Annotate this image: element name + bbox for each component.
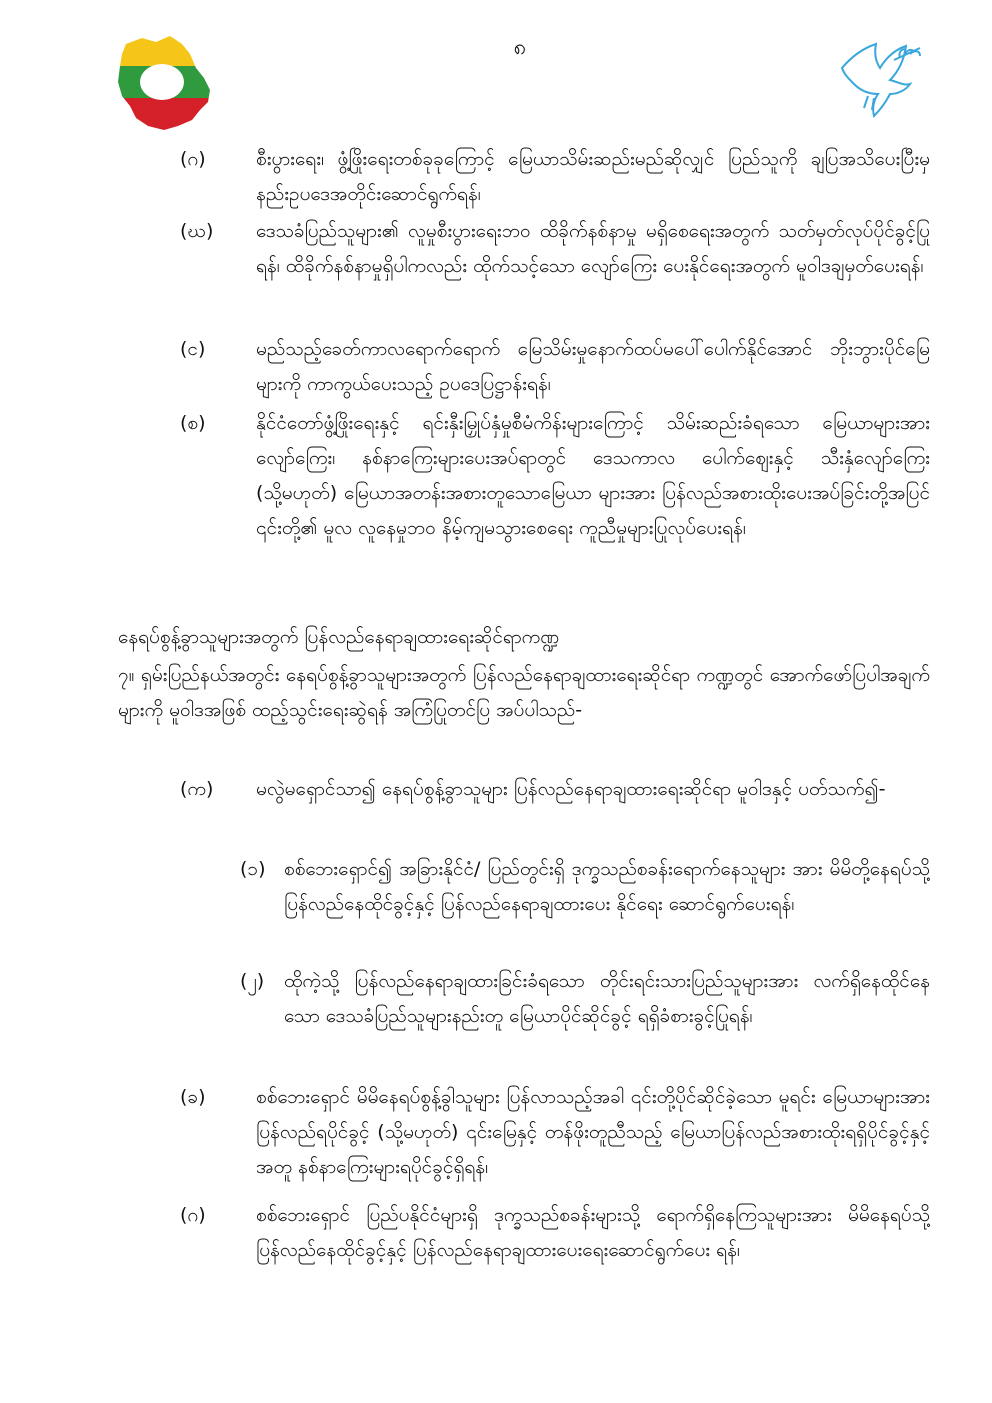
peace-dove-icon (834, 38, 930, 122)
item-text: ဒေသခံပြည်သူများ၏ လူမှုစီးပွားရေးဘဝ ထိခိုက်နစ်နာမှု မရှိစေရေးအတွက် သတ်မှတ်လုပ်ပိုင်ခွင့်ပြုရန်၊ ထိခိုက်နစ်နာမှုရှိပါကလည်း ထိုက်သင့်သော လျော်ကြေး ပေးနိုင်ရေးအတွက် မူဝါဒချမှတ်ပေးရန်၊ (256, 220, 930, 277)
sub-item-text: ထိုကဲ့သို့ ပြန်လည်နေရာချထားခြင်းခံရသော တိုင်းရင်းသားပြည်သူများအား လက်ရှိနေထိုင်နေသော ဒေသခံပြည်သူများနည်းတူ မြေယာပိုင်ဆိုင်ခွင့် ရရှိခံစားခွင့်ပြုရန်၊ (284, 970, 930, 1027)
item-label: (င) (180, 338, 206, 360)
item-text: စီးပွားရေး၊ ဖွံ့ဖြိုးရေးတစ်ခုခုကြောင့် မြေယာသိမ်းဆည်းမည်ဆိုလျှင် ပြည်သူကို ချပြအသိပေးပြီးမှ နည်းဥပဒေအတိုင်းဆောင်ရွက်ရန်၊ (256, 148, 930, 205)
item-text: စစ်ဘေးရှောင် မိမိနေရပ်စွန့်ခွါသူများ ပြန်လာသည့်အခါ ၎င်းတို့ပိုင်ဆိုင်ခဲ့သော မူရင်း မြေယာများအား ပြန်လည်ရပိုင်ခွင့် (သို့မဟုတ်) ၎င်းမြေနှင့် တန်ဖိုးတူညီသည့် မြေယာပြန်လည်အစားထိုးရရှိပိုင်ခွင့်နှင့်အတူ နစ်နာကြေးများရပိုင်ခွင့်ရှိရန်၊ (256, 1086, 930, 1178)
shan-state-map-flag-logo (112, 34, 214, 132)
intro-paragraph: ၇။ ရှမ်းပြည်နယ်အတွင်း နေရပ်စွန့်ခွာသူများအတွက် ပြန်လည်နေရာချထားရေးဆိုင်ရာ ကဏ္ဍတွင် အောက်ဖော်ပြပါအချက်များကို မူဝါဒအဖြစ် ထည့်သွင်းရေးဆွဲရန် အကြံပြုတင်ပြ အပ်ပါသည်- (118, 664, 930, 721)
sub-item-text: စစ်ဘေးရှောင်၍ အခြားနိုင်ငံ/ ပြည်တွင်းရှိ ဒုက္ခသည်စခန်းရောက်နေသူများ အား မိမိတို့နေရပ်သို့ ပြန်လည်နေထိုင်ခွင့်နှင့် ပြန်လည်နေရာချထားပေး နိုင်ရေး ဆောင်ရွက်ပေးရန်၊ (284, 858, 930, 915)
item-text: မလွဲမရှောင်သာ၍ နေရပ်စွန့်ခွာသူများ ပြန်လည်နေရာချထားရေးဆိုင်ရာ မူဝါဒနှင့် ပတ်သက်၍- (256, 778, 886, 800)
section-heading: နေရပ်စွန့်ခွာသူများအတွက် ပြန်လည်နေရာချထားရေးဆိုင်ရာကဏ္ဍ (118, 626, 560, 648)
item-label: (ဃ) (180, 220, 214, 242)
item-label: (စ) (180, 412, 206, 434)
item-label: (က) (180, 778, 214, 800)
sub-item-label: (၁) (240, 858, 266, 880)
item-label: (ဂ) (180, 1204, 206, 1226)
sub-item-label: (၂) (240, 970, 265, 992)
page-number: ၈ (513, 35, 527, 60)
item-text: နိုင်ငံတော်ဖွံ့ဖြိုးရေးနှင့် ရင်းနှီးမြှုပ်နှံမှုစီမံကိန်းများကြောင့် သိမ်းဆည်းခံရသော မြေယာများအား လျော်ကြေး၊ နစ်နာကြေးများပေးအပ်ရာတွင် ဒေသကာလ ပေါက်ဈေးနှင့် သီးနှံလျော်ကြေး (သို့မဟုတ်) မြေယာအတန်းအစားတူသောမြေယာ များအား ပြန်လည်အစားထိုးပေးအပ်ခြင်းတို့အပြင် ၎င်းတို့၏ မူလ လူနေမှုဘဝ နိမ့်ကျမသွားစေရေး ကူညီမှုများပြုလုပ်ပေးရန်၊ (256, 412, 930, 539)
item-label: (ဂ) (180, 148, 206, 170)
item-text: စစ်ဘေးရှောင် ပြည်ပနိုင်ငံများရှိ ဒုက္ခသည်စခန်းများသို့ ရောက်ရှိနေကြသူများအား မိမိနေရပ်သို့ ပြန်လည်နေထိုင်ခွင့်နှင့် ပြန်လည်နေရာချထားပေးရေးဆောင်ရွက်ပေး ရန်၊ (256, 1204, 930, 1261)
item-text: မည်သည့်ခေတ်ကာလရောက်ရောက် မြေသိမ်းမှုနောက်ထပ်မပေါ်ပေါက်နိုင်အောင် ဘိုးဘွားပိုင်မြေများကို ကာကွယ်ပေးသည့် ဥပဒေပြဋ္ဌာန်းရန်၊ (256, 338, 930, 395)
item-label: (ခ) (180, 1086, 206, 1108)
